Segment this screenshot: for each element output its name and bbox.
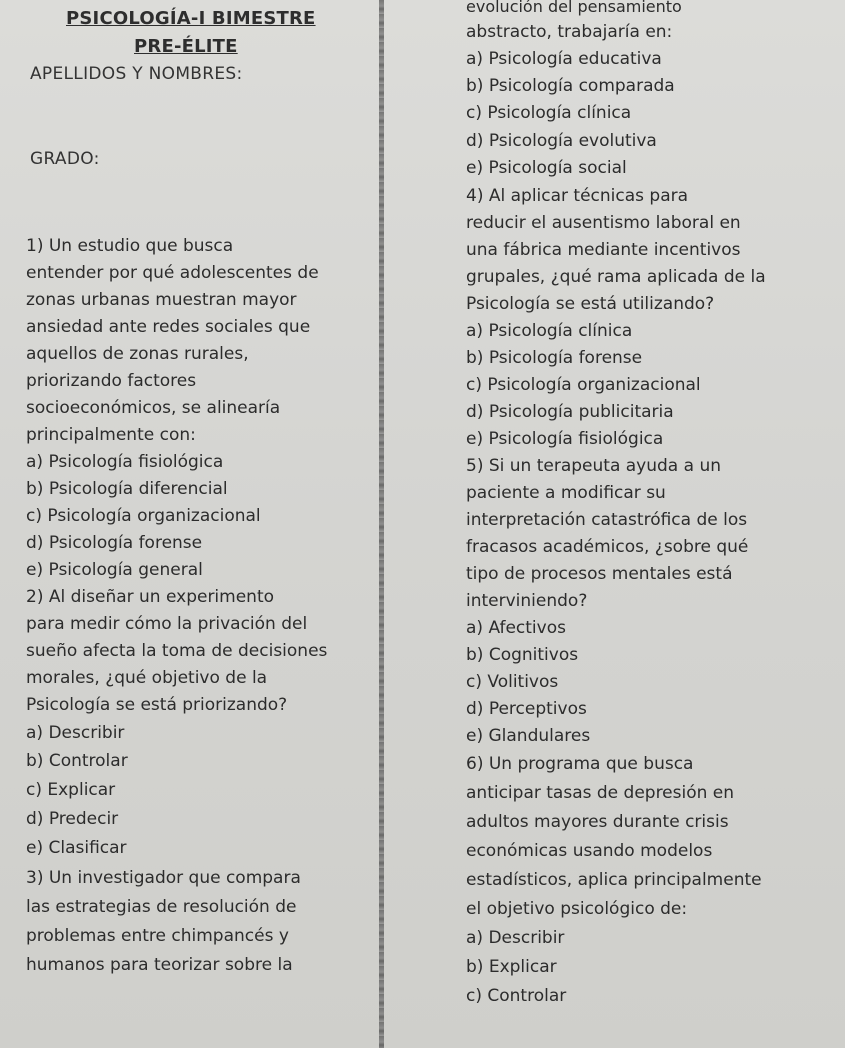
q2-line: para medir cómo la privación del bbox=[26, 614, 308, 634]
q6-option-c: c) Controlar bbox=[466, 986, 567, 1006]
page-title: PSICOLOGÍA-I BIMESTRE bbox=[66, 8, 316, 29]
q1-line: priorizando factores bbox=[26, 371, 197, 391]
q4-option-d: d) Psicología publicitaria bbox=[466, 402, 674, 422]
q5-option-a: a) Afectivos bbox=[466, 618, 566, 638]
q3-option-d: d) Psicología evolutiva bbox=[466, 131, 657, 151]
q4-option-e: e) Psicología fisiológica bbox=[466, 429, 664, 449]
q3-cont-line: evolución del pensamiento bbox=[466, 0, 682, 16]
q1-option-b: b) Psicología diferencial bbox=[26, 479, 228, 499]
q2-line: sueño afecta la toma de decisiones bbox=[26, 641, 328, 661]
q3-option-c: c) Psicología clínica bbox=[466, 103, 632, 123]
q1-line: principalmente con: bbox=[26, 425, 196, 445]
q4-line: 4) Al aplicar técnicas para bbox=[466, 186, 689, 206]
q2-line: 2) Al diseñar un experimento bbox=[26, 587, 275, 607]
q2-line: Psicología se está priorizando? bbox=[26, 695, 288, 715]
column-divider bbox=[379, 0, 384, 1048]
q6-line: 6) Un programa que busca bbox=[466, 754, 694, 774]
q5-line: fracasos académicos, ¿sobre qué bbox=[466, 537, 749, 557]
q2-option-d: d) Predecir bbox=[26, 809, 119, 829]
q4-option-c: c) Psicología organizacional bbox=[466, 375, 701, 395]
q2-option-b: b) Controlar bbox=[26, 751, 128, 771]
q4-option-b: b) Psicología forense bbox=[466, 348, 643, 368]
q3-line: humanos para teorizar sobre la bbox=[26, 955, 293, 975]
q4-option-a: a) Psicología clínica bbox=[466, 321, 633, 341]
q2-option-e: e) Clasificar bbox=[26, 838, 127, 858]
q6-option-b: b) Explicar bbox=[466, 957, 557, 977]
page-subtitle: PRE-ÉLITE bbox=[134, 36, 238, 57]
q6-option-a: a) Describir bbox=[466, 928, 565, 948]
q5-line: tipo de procesos mentales está bbox=[466, 564, 733, 584]
q6-line: el objetivo psicológico de: bbox=[466, 899, 688, 919]
q1-line: zonas urbanas muestran mayor bbox=[26, 290, 297, 310]
q2-line: morales, ¿qué objetivo de la bbox=[26, 668, 268, 688]
q1-line: ansiedad ante redes sociales que bbox=[26, 317, 311, 337]
q3-option-e: e) Psicología social bbox=[466, 158, 627, 178]
q5-option-c: c) Volitivos bbox=[466, 672, 559, 692]
q3-line: 3) Un investigador que compara bbox=[26, 868, 301, 888]
q6-line: anticipar tasas de depresión en bbox=[466, 783, 735, 803]
q4-line: grupales, ¿qué rama aplicada de la bbox=[466, 267, 766, 287]
names-field-label: APELLIDOS Y NOMBRES: bbox=[30, 64, 243, 84]
q1-option-c: c) Psicología organizacional bbox=[26, 506, 261, 526]
q1-line: socioeconómicos, se alinearía bbox=[26, 398, 281, 418]
q6-line: estadísticos, aplica principalmente bbox=[466, 870, 762, 890]
q5-line: interpretación catastrófica de los bbox=[466, 510, 748, 530]
q5-line: paciente a modificar su bbox=[466, 483, 666, 503]
q2-option-c: c) Explicar bbox=[26, 780, 116, 800]
q5-option-e: e) Glandulares bbox=[466, 726, 591, 746]
q1-option-a: a) Psicología fisiológica bbox=[26, 452, 224, 472]
q4-line: Psicología se está utilizando? bbox=[466, 294, 715, 314]
q1-line: 1) Un estudio que busca bbox=[26, 236, 234, 256]
q4-line: una fábrica mediante incentivos bbox=[466, 240, 741, 260]
q3-option-a: a) Psicología educativa bbox=[466, 49, 662, 69]
q5-line: interviniendo? bbox=[466, 591, 588, 611]
q1-line: aquellos de zonas rurales, bbox=[26, 344, 249, 364]
q2-option-a: a) Describir bbox=[26, 723, 125, 743]
q5-line: 5) Si un terapeuta ayuda a un bbox=[466, 456, 721, 476]
q5-option-b: b) Cognitivos bbox=[466, 645, 579, 665]
q1-option-d: d) Psicología forense bbox=[26, 533, 203, 553]
q3-line: problemas entre chimpancés y bbox=[26, 926, 289, 946]
q5-option-d: d) Perceptivos bbox=[466, 699, 587, 719]
q1-option-e: e) Psicología general bbox=[26, 560, 203, 580]
q6-line: económicas usando modelos bbox=[466, 841, 713, 861]
q3-cont-line: abstracto, trabajaría en: bbox=[466, 22, 673, 42]
q4-line: reducir el ausentismo laboral en bbox=[466, 213, 741, 233]
grade-field-label: GRADO: bbox=[30, 149, 100, 169]
q3-line: las estrategias de resolución de bbox=[26, 897, 297, 917]
q1-line: entender por qué adolescentes de bbox=[26, 263, 319, 283]
q3-option-b: b) Psicología comparada bbox=[466, 76, 675, 96]
q6-line: adultos mayores durante crisis bbox=[466, 812, 729, 832]
